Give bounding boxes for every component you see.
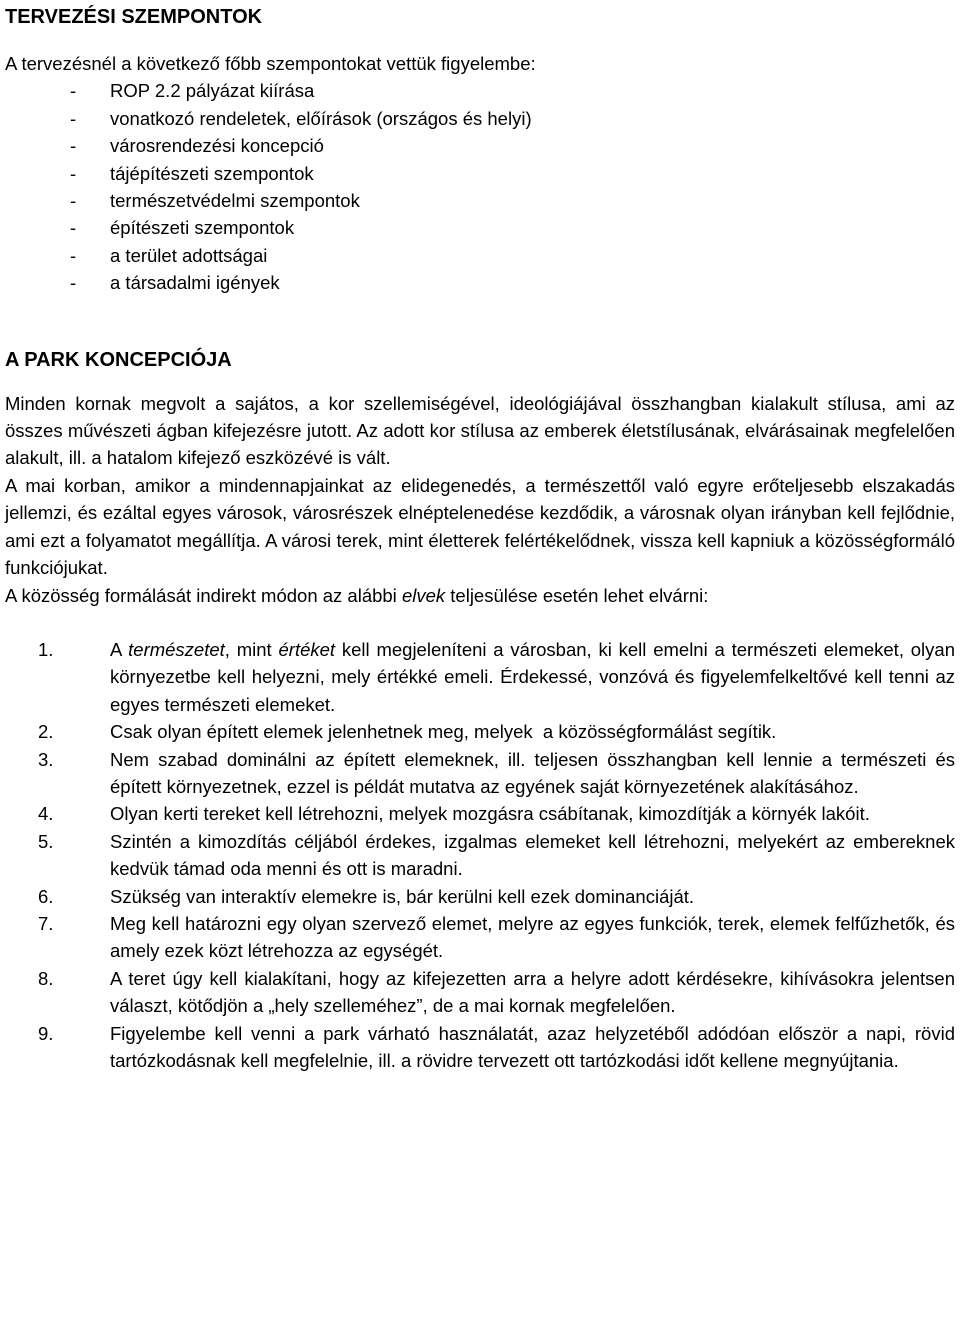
dash-marker: -: [70, 190, 77, 212]
list-item: [5, 269, 955, 296]
section-title-tervezesi-szempontok: TERVEZÉSI SZEMPONTOK: [5, 6, 263, 28]
list-number: 4.: [38, 803, 54, 825]
text-run: , mint: [224, 638, 279, 660]
list-item: [5, 1020, 955, 1075]
list-number: 6.: [38, 885, 54, 907]
list-item-text: vonatkozó rendeletek, előírások (országos és helyi): [110, 107, 532, 129]
list-item: [5, 132, 955, 159]
list-number: 3.: [38, 748, 54, 770]
dash-marker: -: [70, 162, 77, 184]
list-item-text: Figyelembe kell venni a park várható használatát, azaz helyzetéből adódóan először a napi, rövid tartózkodásnak kell megfelelnie, ill. a rövidre tervezett ott tartózkodási időt kellene megnyújtania.: [110, 1022, 955, 1071]
list-item-text: a társadalmi igények: [110, 272, 280, 294]
paragraph-principles-intro: [5, 582, 955, 609]
list-item: [5, 77, 955, 104]
paragraph-styles: Minden kornak megvolt a sajátos, a kor szellemiségével, ideológiájával összhangban kialakult stílusa, ami az összes művészeti ágban kifejezésre jutott. Az adott kor stílusa az emberek életstílusának, elvárásainak megfelelően alakult, ill. a hatalom kifejező eszközévé is vált.: [5, 392, 955, 469]
list-item: [5, 883, 955, 910]
emphasis-text: elvek: [401, 584, 446, 606]
list-item: [5, 636, 955, 718]
list-number: 9.: [38, 1022, 54, 1044]
list-number: 1.: [38, 638, 54, 660]
text-run: A közösség formálását indirekt módon az alábbi: [5, 584, 402, 606]
list-item-text: Szükség van interaktív elemekre is, bár kerülni kell ezek dominanciáját.: [110, 885, 695, 907]
text-run: teljesülése esetén lehet elvárni:: [445, 584, 709, 606]
list-item: [5, 828, 955, 883]
list-item-text: Olyan kerti tereket kell létrehozni, melyek mozgásra csábítanak, kimozdítják a környék lakóit.: [110, 803, 870, 825]
list-item-text: Nem szabad dominálni az épített elemeknek, ill. teljesen összhangban kell lennie a természeti és épített környezetnek, ezzel is példát mutatva az egyének saját környezetének alakításához.: [110, 748, 955, 797]
list-number: 7.: [38, 912, 54, 934]
paragraph-modern-age: A mai korban, amikor a mindennapjainkat az elidegenedés, a természettől való egyre erőteljesebb elszakadás jellemzi, és ezáltal egyes városok, városrészek elnéptelenedése kezdődik, a városnak olyan irányban kell fejlődnie, ami ezt a folyamatot megállítja. A városi terek, mint életterek felértékelődnek, vissza kell kapniuk a közösségformáló funkciójukat.: [5, 474, 955, 579]
text-run: A: [110, 638, 129, 660]
list-item: [5, 242, 955, 269]
list-item-text: Csak olyan épített elemek jelenhetnek meg, melyek a közösségformálást segítik.: [110, 721, 777, 743]
dash-marker: -: [70, 217, 77, 239]
text-run: kell megjeleníteni a városban, ki kell emelni a természeti elemeket, olyan környezetbe kell helyezni, mely értékké emeli. Érdekessé, vonzóvá és figyelemfelkeltővé kell tenni az egyes természeti elemeket.: [110, 638, 955, 715]
list-item-text: Meg kell határozni egy olyan szervező elemet, melyre az egyes funkciók, terek, elemek felfűzhetők, és amely ezek közt létrehozza az egységét.: [110, 912, 955, 962]
list-item-text: építészeti szempontok: [110, 217, 295, 239]
dash-marker: -: [70, 244, 77, 266]
list-item-text: A teret úgy kell kialakítani, hogy az kifejezetten arra a helyre adott kérdésekre, kihívásokra jelentsen választ, kötődjön a „hely szelleméhez”, de a mai kornak megfelelően.: [110, 967, 955, 1017]
list-number: 2.: [38, 721, 54, 743]
principles-list: [5, 636, 955, 1075]
list-item: [5, 910, 955, 965]
section-title-park-koncepcioja: A PARK KONCEPCIÓJA: [5, 348, 232, 371]
list-item: [5, 718, 955, 745]
list-item: [5, 746, 955, 801]
list-item: [5, 105, 955, 132]
dash-marker: -: [70, 80, 77, 102]
dash-marker: -: [70, 107, 77, 129]
intro-text: A tervezésnél a következő főbb szempontokat vettük figyelembe:: [5, 53, 536, 74]
list-number: 5.: [38, 830, 54, 852]
list-item-text: ROP 2.2 pályázat kiírása: [110, 80, 315, 102]
list-item-text: tájépítészeti szempontok: [110, 162, 314, 184]
emphasis-text: természetet: [128, 638, 225, 660]
list-item: [5, 800, 955, 827]
dash-marker: -: [70, 272, 77, 294]
list-item: [5, 187, 955, 214]
list-item-text: városrendezési koncepció: [110, 135, 324, 157]
list-number: 8.: [38, 967, 54, 989]
design-aspects-list: [5, 77, 955, 296]
emphasis-text: értéket: [278, 638, 336, 660]
list-item-text: Szintén a kimozdítás céljából érdekes, izgalmas elemeket kell létrehozni, melyekért az embereknek kedvük támad oda menni és ott is maradni.: [110, 830, 955, 880]
dash-marker: -: [70, 135, 77, 157]
list-item-text: természetvédelmi szempontok: [110, 190, 360, 212]
list-item-text: a terület adottságai: [110, 244, 268, 266]
list-item: [5, 965, 955, 1020]
list-item: [5, 214, 955, 241]
list-item: [5, 160, 955, 187]
